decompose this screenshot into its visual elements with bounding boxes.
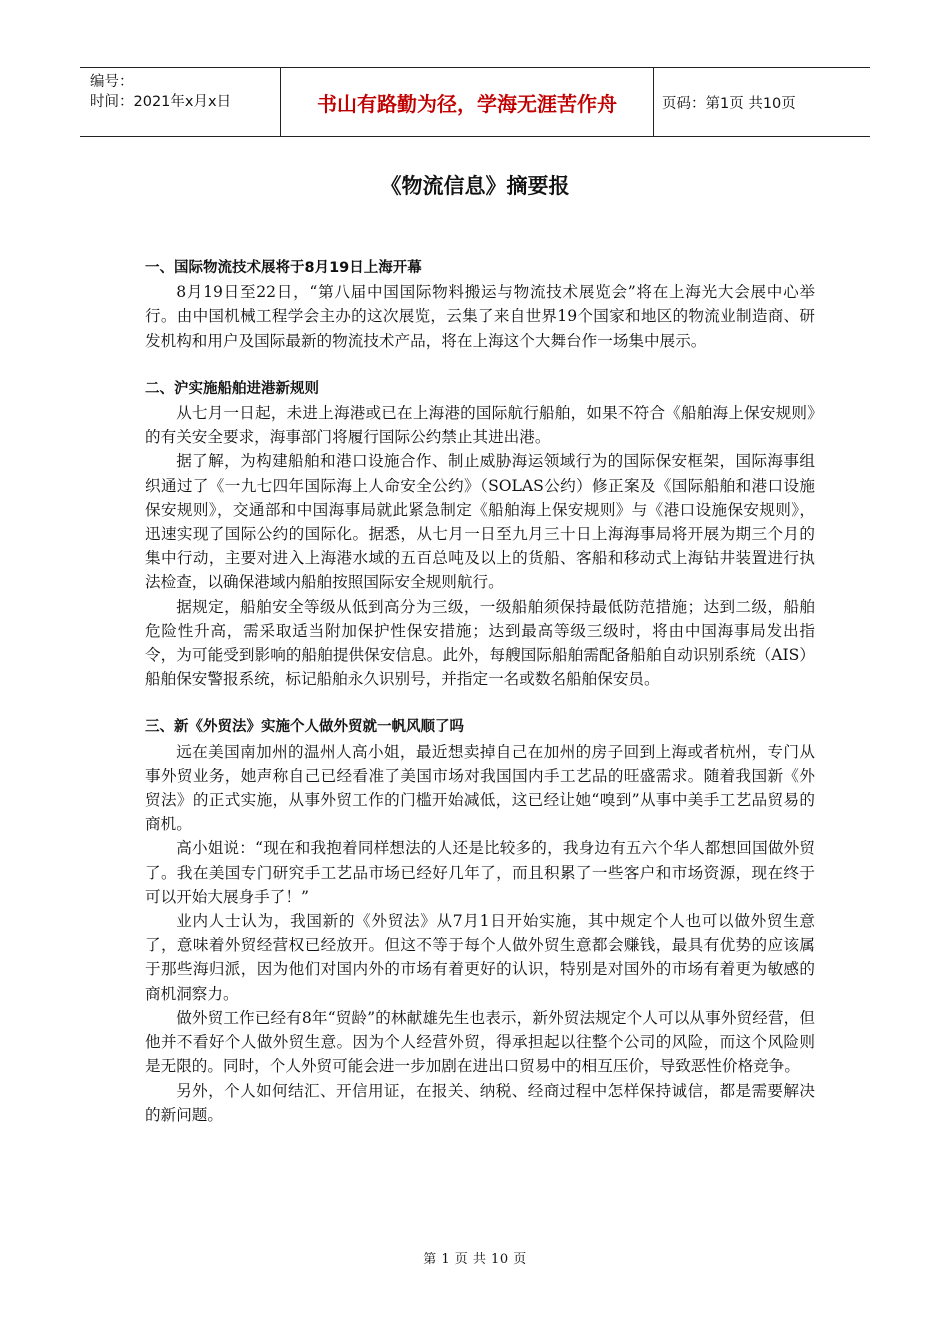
paragraph: 高小姐说：“现在和我抱着同样想法的人还是比较多的，我身边有五六个华人都想回国做外贸了。我在美国专门研究手工艺品市场已经好几年了，而且积累了一些客户和市场资源，现在终于可以开始大展身手了！” [145,839,815,906]
section-foreign-trade-law [145,715,815,1126]
page-footer: 第 1 页 共 10 页 [423,1252,527,1267]
header-motto: 书山有路勤为径，学海无涯苦作舟 [281,68,654,136]
section-heading: 一、国际物流技术展将于8月19日上海开幕 [145,260,422,276]
paragraph: 据规定，船舶安全等级从低到高分为三级，一级船舶须保持最低防范措施；达到二级，船舶危险性升高，需采取适当附加保护性保安措施；达到最高等级三级时，将由中国海事局发出指令，为可能受到影响的船舶提供保安信息。此外，每艘国际船舶需配备船舶自动识别系统（AIS）船舶保安警报系统，标记船舶永久识别号，并指定一名或数名船舶保安员。 [145,597,815,689]
paragraph: 远在美国南加州的温州人高小姐，最近想卖掉自己在加州的房子回到上海或者杭州，专门从事外贸业务，她声称自己已经看准了美国市场对我国国内手工艺品的旺盛需求。随着我国新《外贸法》的正式实施，从事外贸工作的门槛开始减低，这已经让她“嗅到”从事中美手工艺品贸易的商机。 [145,742,815,834]
section-heading: 三、新《外贸法》实施个人做外贸就一帆风顺了吗 [145,719,464,736]
paragraph: 从七月一日起，未进上海港或已在上海港的国际航行船舶，如果不符合《船舶海上保安规则》的有关安全要求，海事部门将履行国际公约禁止其进出港。 [145,404,815,447]
header-page-info: 页码：第1页 共10页 [662,95,796,112]
section-heading: 二、沪实施船舶进港新规则 [145,380,319,397]
paragraph: 业内人士认为，我国新的《外贸法》从7月1日开始实施，其中规定个人也可以做外贸生意了，意味着外贸经营权已经放开。但这不等于每个人做外贸生意都会赚钱，最具有优势的应该属于那些海归派，因为他们对国内外的市场有着更好的认识，特别是对国外的市场有着更为敏感的商机洞察力。 [145,912,815,1003]
section-ship-rules [145,377,815,692]
date-label: 时间：2021年x月x日 [90,94,232,110]
serial-number-label: 编号： [90,74,134,90]
paragraph: 做外贸工作已经有8年“贸龄”的林献雄先生也表示，新外贸法规定个人可以从事外贸经营，但他并不看好个人做外贸生意。因为个人经营外贸，得承担起以往整个公司的风险，而这个风险则是无限的。同时，个人外贸可能会进一步加剧在进出口贸易中的相互压价，导致恶性价格竞争。 [145,1008,815,1076]
header-meta-cell [80,68,281,136]
document-header [80,67,870,137]
document-body [145,256,815,1151]
paragraph: 8月19日至22日，“第八届中国国际物料搬运与物流技术展览会”将在上海光大会展中心举行。由中国机械工程学会主办的这次展览，云集了来自世界19个国家和地区的物流业制造商、研发机构和用户及国际最新的物流技术产品，将在上海这个大舞台作一场集中展示。 [145,283,815,350]
document-title: 《物流信息》摘要报 [380,174,570,198]
section-exhibition [145,256,815,353]
paragraph: 据了解，为构建船舶和港口设施合作、制止威胁海运领域行为的国际保安框架，国际海事组织通过了《一九七四年国际海上人命安全公约》（SOLAS公约）修正案及《国际船舶和港口设施保安规则》，交通部和中国海事局就此紧急制定《船舶海上保安规则》与《港口设施保安规则》，迅速实现了国际公约的国际化。据悉，从七月一日至九月三十日上海海事局将开展为期三个月的集中行动，主要对进入上海港水域的五百总吨及以上的货船、客船和移动式上海钻井装置进行执法检查，以确保港域内船舶按照国际安全规则航行。 [145,452,815,592]
paragraph: 另外，个人如何结汇、开信用证，在报关、纳税、经商过程中怎样保持诚信，都是需要解决的新问题。 [145,1081,815,1124]
